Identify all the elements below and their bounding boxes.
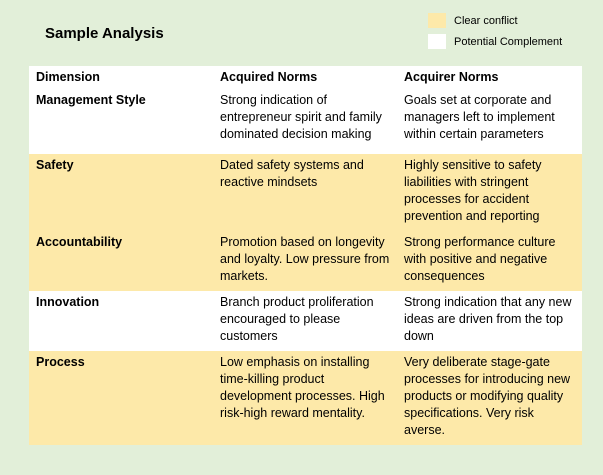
acquired-cell: Promotion based on longevity and loyalty. Low pressure from markets. (220, 235, 390, 283)
header-acquired: Acquired Norms (220, 70, 318, 84)
table-row (29, 154, 582, 231)
legend-item-complement (428, 31, 562, 52)
dimension-cell: Management Style (36, 93, 146, 107)
acquirer-cell: Goals set at corporate and managers left to implement within certain parameters (404, 93, 555, 141)
legend-item-conflict (428, 10, 562, 31)
dimension-cell: Process (36, 355, 85, 369)
acquired-cell: Dated safety systems and reactive mindsets (220, 158, 364, 189)
complement-swatch (428, 34, 446, 49)
analysis-table (29, 66, 582, 445)
header-dimension: Dimension (36, 70, 100, 84)
acquirer-cell: Very deliberate stage-gate processes for introducing new products or modifying quality specifications. Very risk averse. (404, 355, 571, 437)
conflict-swatch (428, 13, 446, 28)
acquirer-cell: Strong performance culture with positive and negative consequences (404, 235, 556, 283)
dimension-cell: Innovation (36, 295, 100, 309)
legend (428, 10, 562, 52)
acquired-cell: Strong indication of entrepreneur spirit and family dominated decision making (220, 93, 382, 141)
acquired-cell: Branch product proliferation encouraged to please customers (220, 295, 374, 343)
table-row (29, 291, 582, 351)
acquirer-cell: Highly sensitive to safety liabilities with stringent processes for accident prevention and reporting (404, 158, 542, 223)
acquirer-cell: Strong indication that any new ideas are driven from the top down (404, 295, 572, 343)
table-row (29, 89, 582, 154)
table-row (29, 231, 582, 291)
dimension-cell: Safety (36, 158, 74, 172)
legend-label: Potential Complement (454, 35, 563, 48)
dimension-cell: Accountability (36, 235, 123, 249)
page-title: Sample Analysis (45, 25, 164, 42)
acquired-cell: Low emphasis on installing time-killing product development processes. High risk-high reward mentality. (220, 355, 385, 420)
legend-label: Clear conflict (454, 14, 518, 27)
table-header-row (29, 66, 582, 89)
header-acquirer: Acquirer Norms (404, 70, 499, 84)
table-row (29, 351, 582, 445)
